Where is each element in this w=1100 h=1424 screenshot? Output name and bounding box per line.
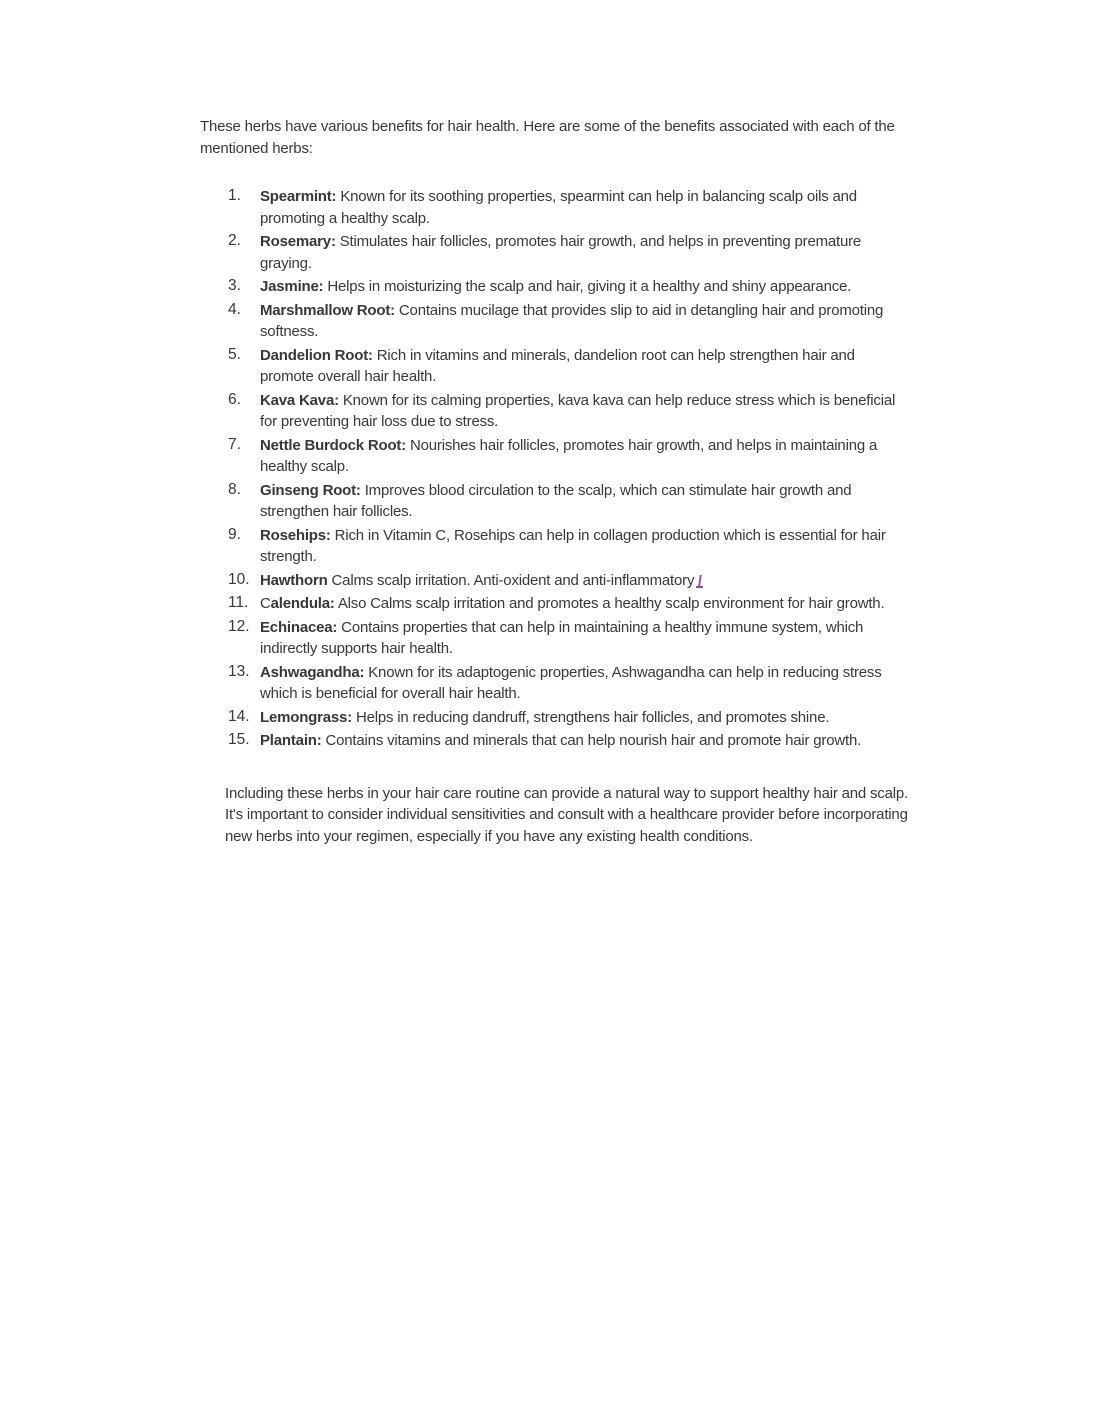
herb-description: Helps in moisturizing the scalp and hair, giving it a healthy and shiny appearance. [323,278,852,295]
list-item [200,570,910,592]
list-item-number: 12. [228,617,250,635]
list-item-number: 15. [228,731,250,748]
list-item [200,730,910,752]
herb-name: Ginseng Root: [260,481,361,499]
herb-description: Contains vitamins and minerals that can help nourish hair and promote hair growth. [321,732,862,749]
herb-description: Helps in reducing dandruff, strengthens hair follicles, and promotes shine. [352,708,830,726]
list-item [200,390,910,433]
list-item [200,525,910,568]
herb-description: Also Calms scalp irritation and promotes a healthy scalp environment for hair growth. [334,595,885,612]
herb-name: Rosehips: [260,526,331,544]
list-item-number: 14. [228,707,250,725]
intro-paragraph: These herbs have various benefits for hair health. Here are some of the benefits associated with each of the mentioned herbs: [200,118,895,157]
herb-name: Kava Kava: [260,391,339,409]
list-item [200,300,910,343]
herb-name: Hawthorn [260,571,328,589]
herb-description: Known for its adaptogenic properties, Ashwagandha can help in reducing stress which is beneficial for overall hair health. [260,663,882,702]
herb-name: Lemongrass: [260,708,352,726]
list-item-number: 6. [228,390,241,408]
document-content [200,116,910,847]
herb-name: Jasmine: [260,278,324,295]
list-item-number: 13. [228,662,250,680]
herb-name: Nettle Burdock Root: [260,436,407,454]
list-item-number: 11. [228,594,249,611]
closing-paragraph: Including these herbs in your hair care routine can provide a natural way to support healthy hair and scalp. It's important to consider individual sensitivities and consult with a healthcare provider before incorporating new herbs into your regimen, especially if you have any existing health conditions. [225,784,908,845]
list-item-number: 1. [228,187,241,204]
herb-name: Marshmallow Root: [260,301,395,319]
herb-description: Known for its soothing properties, spearmint can help in balancing scalp oils and promoting a healthy scalp. [260,188,857,227]
list-item [200,186,910,229]
herb-name: Dandelion Root: [260,346,373,364]
list-item [200,345,910,388]
list-item [200,276,910,298]
herb-name: Plantain: [260,732,322,749]
list-item [200,435,910,478]
list-item-number: 9. [228,525,241,543]
herb-description: Improves blood circulation to the scalp, which can stimulate hair growth and strengthen hair follicles. [260,481,852,520]
list-item [200,617,910,660]
herb-description: Calms scalp irritation. Anti-oxident and anti-inflammatory [327,571,695,589]
list-item-number: 4. [228,300,241,318]
herb-description: Stimulates hair follicles, promotes hair growth, and helps in preventing premature graying. [260,233,862,272]
herb-list [200,186,910,752]
list-item-number: 2. [228,232,241,249]
herb-name: Ashwagandha: [260,663,365,681]
list-item-number: 8. [228,480,241,498]
list-item-number: 10. [228,570,250,588]
herb-name: Spearmint: [260,188,337,205]
insertion-caret-mark [695,575,704,588]
herb-description: Contains mucilage that provides slip to aid in detangling hair and promoting softness. [260,301,884,340]
list-item-number: 7. [228,435,241,453]
herb-name: Rosemary: [260,233,336,250]
herb-name: alendula: [270,595,335,612]
list-item-number: 5. [228,345,241,363]
herb-description: Known for its calming properties, kava kava can help reduce stress which is beneficial for preventing hair loss due to stress. [260,391,896,430]
herb-description: Nourishes hair follicles, promotes hair growth, and helps in maintaining a healthy scalp. [260,436,878,475]
list-item [200,593,910,615]
list-item-number: 3. [228,277,241,294]
herb-description: Rich in vitamins and minerals, dandelion root can help strengthen hair and promote overall hair health. [260,346,855,385]
herb-description: Rich in Vitamin C, Rosehips can help in collagen production which is essential for hair strength. [260,526,886,565]
herb-description: Contains properties that can help in maintaining a healthy immune system, which indirectly supports hair health. [260,618,864,657]
list-item [200,231,910,274]
list-item [200,707,910,729]
herb-name-prefix: C [260,595,271,612]
list-item [200,480,910,523]
herb-name: Echinacea: [260,618,338,636]
list-item [200,662,910,705]
